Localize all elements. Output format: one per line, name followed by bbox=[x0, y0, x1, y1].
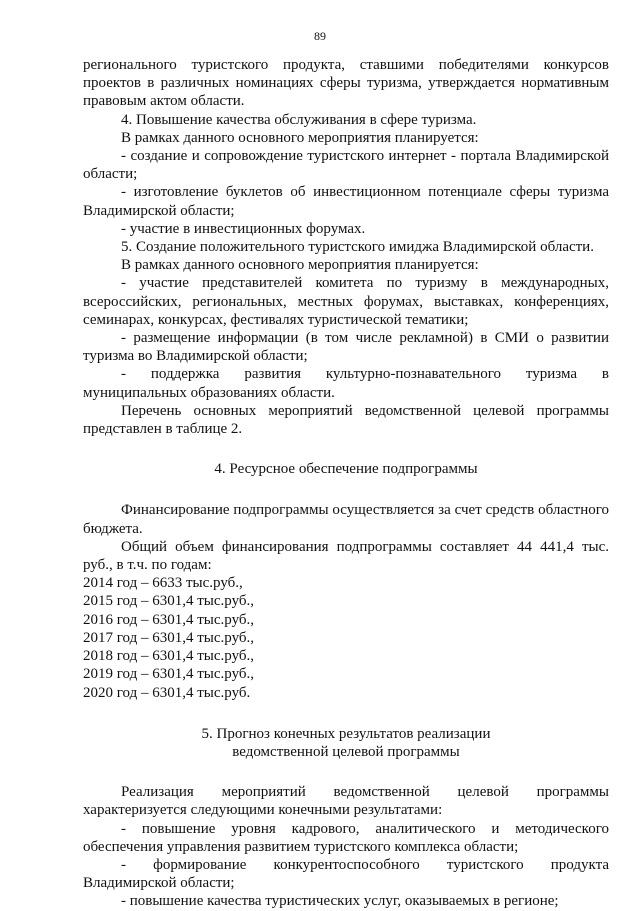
year-line: 2020 год – 6301,4 тыс.руб. bbox=[83, 684, 251, 701]
list-item: - участие представителей комитета по туризму в международных, всероссийских, региональных, местных форумах, выставках, конференциях, семинарах, конкурсах, фестивалях туристической тематики; bbox=[83, 275, 609, 328]
section-heading-line: ведомственной целевой программы bbox=[232, 743, 460, 760]
paragraph: В рамках данного основного мероприятия планируется: bbox=[121, 129, 479, 146]
page-body bbox=[83, 56, 609, 911]
paragraph: В рамках данного основного мероприятия планируется: bbox=[121, 257, 479, 274]
list-item: - повышение уровня кадрового, аналитического и методического обеспечения управления развитием туристского комплекса области; bbox=[83, 820, 609, 855]
list-item: - поддержка развития культурно-познавательного туризма в муниципальных образованиях области. bbox=[83, 366, 609, 401]
year-line: 2014 год – 6633 тыс.руб., bbox=[83, 575, 243, 592]
year-line: 2019 год – 6301,4 тыс.руб., bbox=[83, 666, 255, 683]
list-item: - участие в инвестиционных форумах. bbox=[121, 220, 366, 237]
list-item: - изготовление буклетов об инвестиционном потенциале сферы туризма Владимирской области; bbox=[83, 184, 609, 219]
paragraph: Перечень основных мероприятий ведомственной целевой программы представлен в таблице 2. bbox=[83, 402, 609, 438]
section-heading: 4. Ресурсное обеспечение подпрограммы bbox=[214, 461, 478, 478]
paragraph: 5. Создание положительного туристского имиджа Владимирской области. bbox=[121, 239, 594, 256]
year-line: 2016 год – 6301,4 тыс.руб., bbox=[83, 611, 255, 628]
paragraph: регионального туристского продукта, ставшими победителями конкурсов проектов в различных номинациях сферы туризма, утверждается нормативным правовым актом области. bbox=[83, 57, 609, 110]
page-number: 89 bbox=[314, 29, 326, 43]
paragraph: 4. Повышение качества обслуживания в сфере туризма. bbox=[121, 111, 477, 128]
year-line: 2017 год – 6301,4 тыс.руб., bbox=[83, 629, 255, 646]
paragraph: Общий объем финансирования подпрограммы составляет 44 441,4 тыс. руб., в т.ч. по годам: bbox=[83, 538, 609, 574]
list-item: - размещение информации (в том числе рекламной) в СМИ о развитии туризма во Владимирской области; bbox=[83, 330, 609, 365]
list-item: - формирование конкурентоспособного туристского продукта Владимирской области; bbox=[83, 856, 609, 892]
paragraph: Финансирование подпрограммы осуществляется за счет средств областного бюджета. bbox=[83, 502, 609, 537]
list-item: - создание и сопровождение туристского интернет - портала Владимирской области; bbox=[83, 148, 609, 183]
paragraph: Реализация мероприятий ведомственной целевой программы характеризуется следующими конечными результатами: bbox=[83, 784, 609, 819]
section-heading bbox=[83, 725, 609, 761]
section-heading-line: 5. Прогноз конечных результатов реализации bbox=[201, 725, 491, 742]
list-item: - повышение качества туристических услуг, оказываемых в регионе; bbox=[121, 893, 559, 910]
year-line: 2015 год – 6301,4 тыс.руб., bbox=[83, 593, 255, 610]
year-line: 2018 год – 6301,4 тыс.руб., bbox=[83, 648, 255, 665]
